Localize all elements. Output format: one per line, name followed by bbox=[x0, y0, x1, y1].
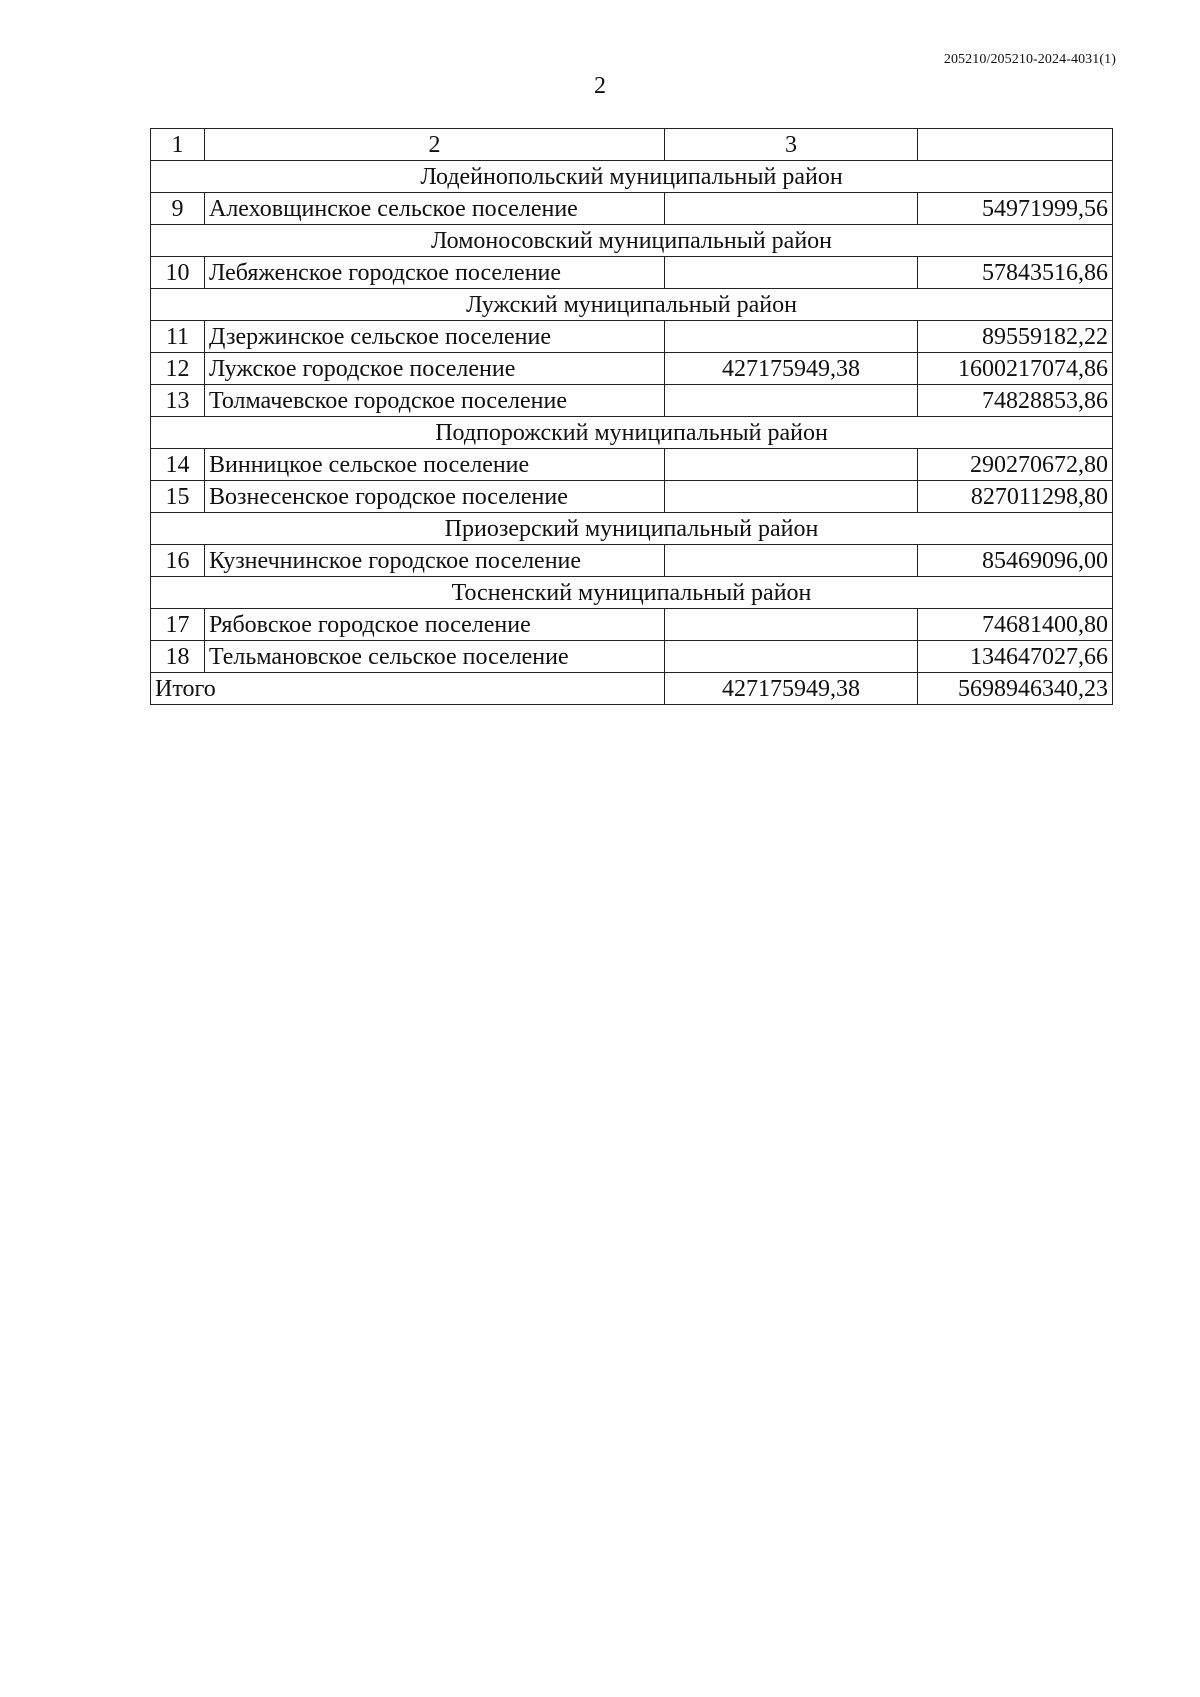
row-number: 16 bbox=[151, 545, 205, 577]
column-4-value: 1600217074,86 bbox=[918, 353, 1113, 385]
settlement-name: Винницкое сельское поселение bbox=[205, 449, 665, 481]
header-col-3: 3 bbox=[665, 129, 918, 161]
column-4-value: 85469096,00 bbox=[918, 545, 1113, 577]
column-3-value bbox=[665, 641, 918, 673]
table-row bbox=[151, 353, 1113, 385]
column-3-value bbox=[665, 321, 918, 353]
row-number: 17 bbox=[151, 609, 205, 641]
column-4-value: 89559182,22 bbox=[918, 321, 1113, 353]
settlement-name: Лужское городское поселение bbox=[205, 353, 665, 385]
row-number: 12 bbox=[151, 353, 205, 385]
district-name: Ломоносовский муниципальный район bbox=[151, 225, 1113, 257]
table-row bbox=[151, 481, 1113, 513]
header-col-1: 1 bbox=[151, 129, 205, 161]
district-name: Приозерский муниципальный район bbox=[151, 513, 1113, 545]
table-row bbox=[151, 321, 1113, 353]
row-number: 13 bbox=[151, 385, 205, 417]
column-4-value: 827011298,80 bbox=[918, 481, 1113, 513]
column-4-value: 290270672,80 bbox=[918, 449, 1113, 481]
settlement-name: Толмачевское городское поселение bbox=[205, 385, 665, 417]
column-4-value: 134647027,66 bbox=[918, 641, 1113, 673]
column-3-value bbox=[665, 545, 918, 577]
district-row bbox=[151, 417, 1113, 449]
district-row bbox=[151, 513, 1113, 545]
header-col-2: 2 bbox=[205, 129, 665, 161]
settlement-name: Дзержинское сельское поселение bbox=[205, 321, 665, 353]
allocation-table bbox=[150, 128, 1113, 705]
page-number: 2 bbox=[594, 73, 606, 99]
column-3-value bbox=[665, 481, 918, 513]
column-3-value bbox=[665, 257, 918, 289]
settlement-name: Алеховщинское сельское поселение bbox=[205, 193, 665, 225]
settlement-name: Лебяженское городское поселение bbox=[205, 257, 665, 289]
total-row bbox=[151, 673, 1113, 705]
district-name: Лужский муниципальный район bbox=[151, 289, 1113, 321]
table-row bbox=[151, 193, 1113, 225]
district-row bbox=[151, 577, 1113, 609]
district-name: Подпорожский муниципальный район bbox=[151, 417, 1113, 449]
row-number: 18 bbox=[151, 641, 205, 673]
total-label: Итого bbox=[151, 673, 665, 705]
settlement-name: Рябовское городское поселение bbox=[205, 609, 665, 641]
total-column-3: 427175949,38 bbox=[665, 673, 918, 705]
row-number: 11 bbox=[151, 321, 205, 353]
district-name: Лодейнопольский муниципальный район bbox=[151, 161, 1113, 193]
column-3-value bbox=[665, 449, 918, 481]
district-row bbox=[151, 289, 1113, 321]
district-name: Тосненский муниципальный район bbox=[151, 577, 1113, 609]
district-row bbox=[151, 161, 1113, 193]
table-row bbox=[151, 257, 1113, 289]
column-3-value: 427175949,38 bbox=[665, 353, 918, 385]
column-3-value bbox=[665, 193, 918, 225]
column-3-value bbox=[665, 609, 918, 641]
table-body bbox=[151, 129, 1113, 705]
table-row bbox=[151, 545, 1113, 577]
document-id: 205210/205210-2024-4031(1) bbox=[943, 52, 1116, 67]
total-column-4: 5698946340,23 bbox=[918, 673, 1113, 705]
table-row bbox=[151, 641, 1113, 673]
settlement-name: Тельмановское сельское поселение bbox=[205, 641, 665, 673]
table-row bbox=[151, 449, 1113, 481]
column-3-value bbox=[665, 385, 918, 417]
column-4-value: 54971999,56 bbox=[918, 193, 1113, 225]
column-4-value: 74681400,80 bbox=[918, 609, 1113, 641]
row-number: 15 bbox=[151, 481, 205, 513]
settlement-name: Кузнечнинское городское поселение bbox=[205, 545, 665, 577]
row-number: 14 bbox=[151, 449, 205, 481]
district-row bbox=[151, 225, 1113, 257]
table-row bbox=[151, 385, 1113, 417]
header-col-4 bbox=[918, 129, 1113, 161]
settlement-name: Вознесенское городское поселение bbox=[205, 481, 665, 513]
row-number: 9 bbox=[151, 193, 205, 225]
table-row bbox=[151, 609, 1113, 641]
column-4-value: 74828853,86 bbox=[918, 385, 1113, 417]
row-number: 10 bbox=[151, 257, 205, 289]
table-header-row bbox=[151, 129, 1113, 161]
column-4-value: 57843516,86 bbox=[918, 257, 1113, 289]
